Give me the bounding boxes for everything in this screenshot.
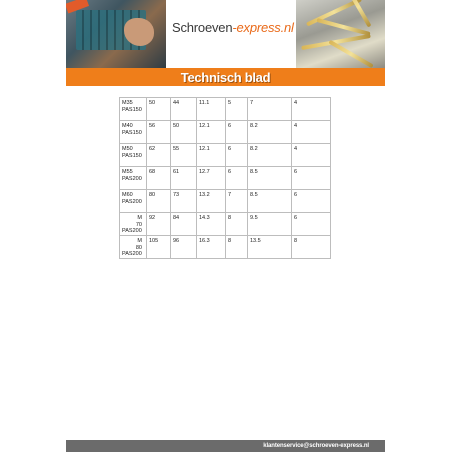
table-cell: 12.1 bbox=[197, 144, 226, 167]
table-cell: 8.5 bbox=[248, 167, 292, 190]
table-cell: 4 bbox=[292, 98, 331, 121]
table-cell: 12.1 bbox=[197, 121, 226, 144]
logo-text-main: Schroeven bbox=[172, 20, 233, 35]
product-name-line: M50 bbox=[122, 146, 133, 152]
table-cell: 73 bbox=[171, 190, 197, 213]
product-name-cell bbox=[120, 121, 147, 144]
table-cell: 6 bbox=[226, 167, 248, 190]
table-cell: 55 bbox=[171, 144, 197, 167]
product-name-line: PAS150 bbox=[122, 152, 142, 159]
table-cell: 5 bbox=[226, 98, 248, 121]
product-name-line: PAS200 bbox=[122, 251, 142, 257]
table-cell: 13.2 bbox=[197, 190, 226, 213]
title-bar bbox=[66, 68, 385, 86]
tools-photo bbox=[66, 0, 166, 68]
table-row bbox=[120, 167, 331, 190]
table-cell: 80 bbox=[147, 190, 171, 213]
product-name-line: M40 bbox=[122, 123, 133, 129]
table-cell: 8 bbox=[226, 213, 248, 236]
screws-photo bbox=[296, 0, 385, 68]
product-name-line: PAS150 bbox=[122, 106, 142, 113]
table-cell: 62 bbox=[147, 144, 171, 167]
table-cell: 8.5 bbox=[248, 190, 292, 213]
screw-image bbox=[316, 18, 370, 36]
table-cell: 8 bbox=[292, 236, 331, 259]
table-row bbox=[120, 213, 331, 236]
product-name-line: PAS150 bbox=[122, 129, 142, 136]
table-cell: 12.7 bbox=[197, 167, 226, 190]
product-name-line: M55 bbox=[122, 169, 133, 175]
table-cell: 6 bbox=[226, 144, 248, 167]
table-cell: 11.1 bbox=[197, 98, 226, 121]
table-cell: 7 bbox=[248, 98, 292, 121]
footer-bar bbox=[66, 440, 385, 452]
table-cell: 92 bbox=[147, 213, 171, 236]
document-page bbox=[66, 0, 385, 452]
table-cell: 44 bbox=[171, 98, 197, 121]
table-cell: 13.5 bbox=[248, 236, 292, 259]
table-row bbox=[120, 236, 331, 259]
table-cell: 84 bbox=[171, 213, 197, 236]
table-cell: 50 bbox=[147, 98, 171, 121]
table-cell: 56 bbox=[147, 121, 171, 144]
hand-image bbox=[124, 18, 154, 46]
brand-logo bbox=[172, 20, 294, 35]
product-name-line: M bbox=[137, 215, 142, 221]
product-name-line: PAS200 bbox=[122, 175, 142, 182]
table-cell: 105 bbox=[147, 236, 171, 259]
product-name-cell bbox=[120, 144, 147, 167]
table-cell: 96 bbox=[171, 236, 197, 259]
spec-table bbox=[119, 97, 331, 259]
table-row bbox=[120, 121, 331, 144]
table-cell: 16.3 bbox=[197, 236, 226, 259]
product-name-cell bbox=[120, 213, 147, 236]
table-cell: 50 bbox=[171, 121, 197, 144]
page-title: Technisch blad bbox=[180, 69, 271, 85]
product-name-line: M bbox=[137, 238, 142, 244]
product-name-line: PAS200 bbox=[122, 198, 142, 205]
table-cell: 8 bbox=[226, 236, 248, 259]
table-cell: 6 bbox=[226, 121, 248, 144]
table-row bbox=[120, 98, 331, 121]
table-cell: 9.5 bbox=[248, 213, 292, 236]
table-cell: 61 bbox=[171, 167, 197, 190]
product-name-cell bbox=[120, 98, 147, 121]
table-cell: 68 bbox=[147, 167, 171, 190]
header-banner bbox=[66, 0, 385, 68]
screw-image bbox=[328, 40, 373, 68]
product-name-line: 70 bbox=[135, 221, 142, 228]
table-cell: 7 bbox=[226, 190, 248, 213]
product-name-line: M35 bbox=[122, 100, 133, 106]
table-cell: 8.2 bbox=[248, 121, 292, 144]
table-cell: 4 bbox=[292, 121, 331, 144]
table-cell: 4 bbox=[292, 144, 331, 167]
table-cell: 6 bbox=[292, 190, 331, 213]
product-name-line: PAS200 bbox=[122, 228, 142, 234]
table-row bbox=[120, 190, 331, 213]
table-cell: 6 bbox=[292, 213, 331, 236]
product-name-line: M60 bbox=[122, 192, 133, 198]
table-row bbox=[120, 144, 331, 167]
table-cell: 14.3 bbox=[197, 213, 226, 236]
product-name-line: 80 bbox=[135, 244, 142, 251]
table-cell: 6 bbox=[292, 167, 331, 190]
spec-table-body bbox=[120, 98, 331, 259]
table-cell: 8.2 bbox=[248, 144, 292, 167]
logo-text-domain: -express.nl bbox=[232, 20, 294, 35]
product-name-cell bbox=[120, 190, 147, 213]
product-name-cell bbox=[120, 236, 147, 259]
footer-email[interactable]: klantenservice@schroeven-express.nl bbox=[263, 443, 369, 449]
product-name-cell bbox=[120, 167, 147, 190]
